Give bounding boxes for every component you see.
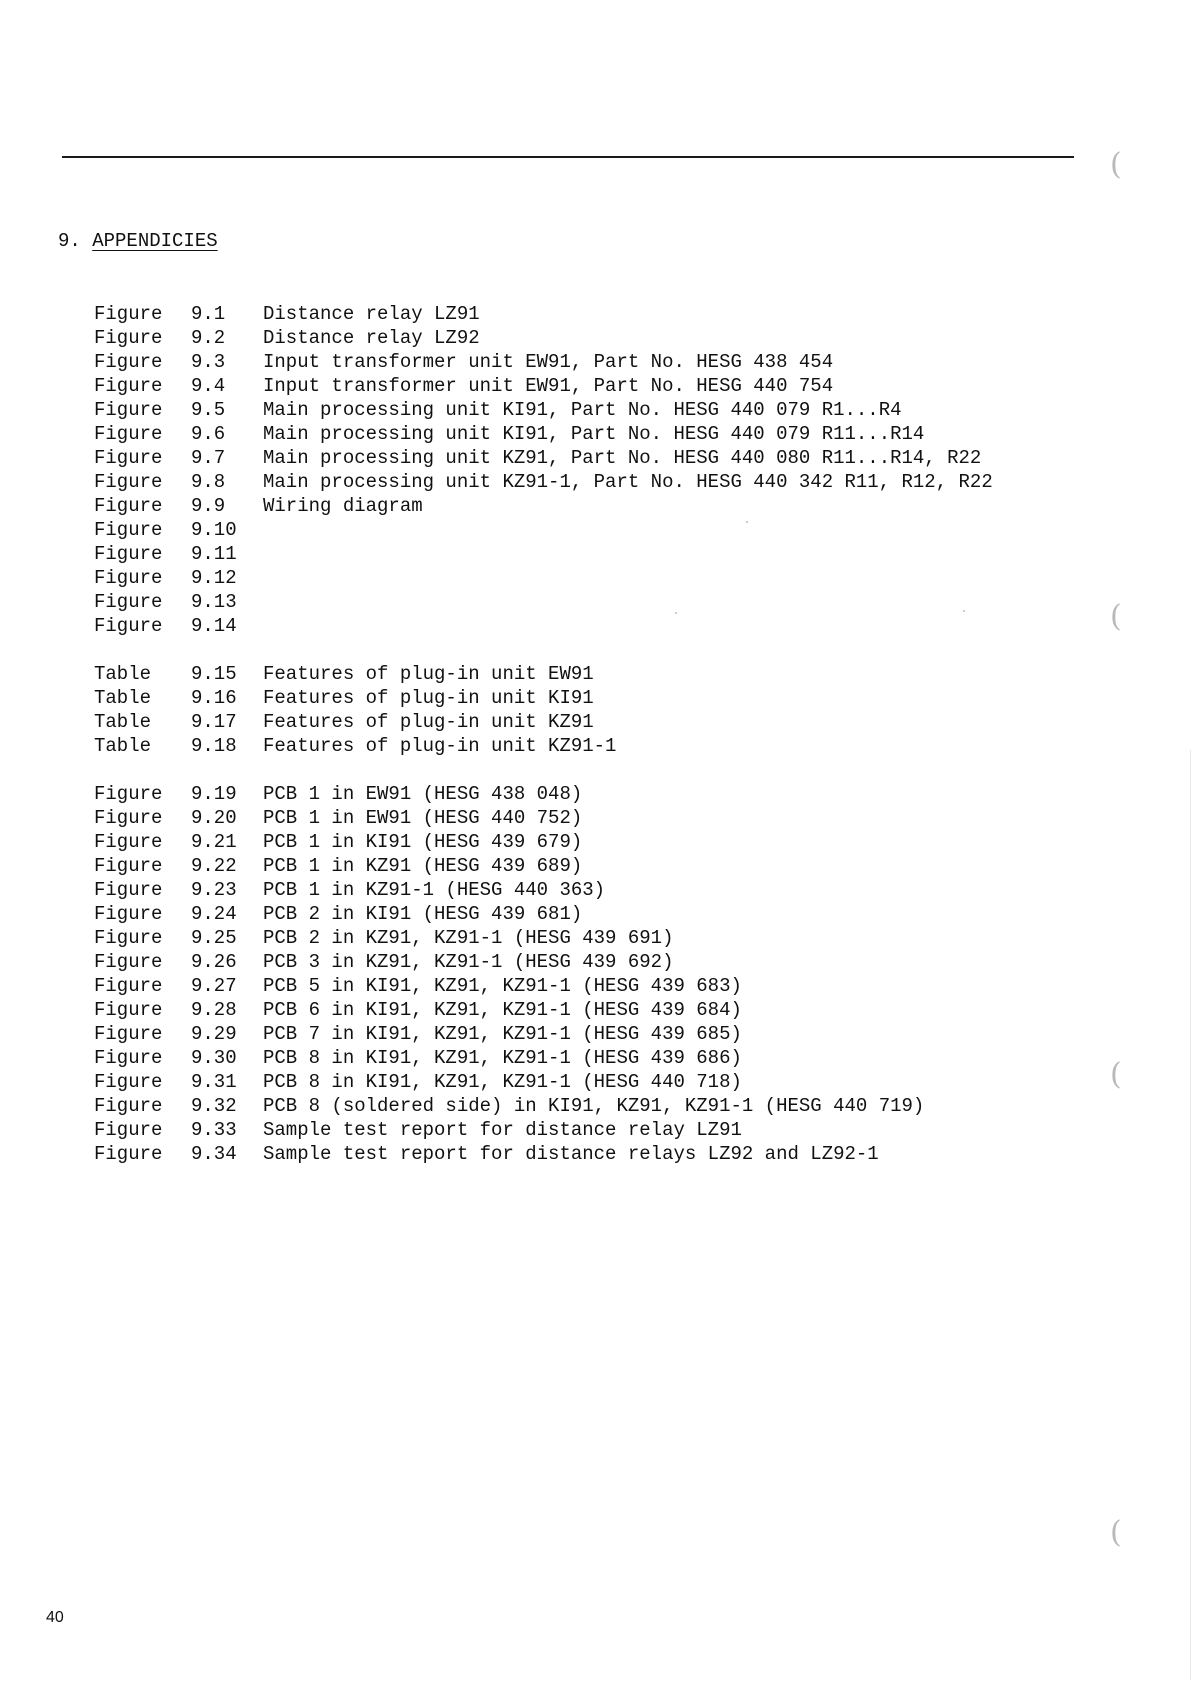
entry-kind: Figure: [94, 351, 163, 373]
appendix-entry: [94, 734, 993, 758]
appendix-entry: [94, 374, 993, 398]
appendix-list: [94, 302, 993, 1190]
entry-description: Distance relay LZ92: [263, 327, 480, 349]
entry-number: 9.29: [191, 1023, 237, 1045]
entry-number: 9.17: [191, 711, 237, 733]
entry-number: 9.15: [191, 663, 237, 685]
appendix-entry: [94, 926, 993, 950]
entry-number: 9.23: [191, 879, 237, 901]
entry-number: 9.14: [191, 615, 237, 637]
entry-number: 9.10: [191, 519, 237, 541]
entry-kind: Table: [94, 687, 152, 709]
entry-description: Sample test report for distance relays LZ92 and LZ92-1: [263, 1143, 879, 1165]
entry-description: PCB 1 in EW91 (HESG 440 752): [263, 807, 583, 829]
appendix-entry: [94, 614, 993, 638]
scan-edge-line: [1190, 750, 1191, 1680]
entry-description: PCB 8 in KI91, KZ91, KZ91-1 (HESG 439 686): [263, 1047, 742, 1069]
entry-number: 9.16: [191, 687, 237, 709]
appendix-entry: [94, 878, 993, 902]
entry-number: 9.2: [191, 327, 226, 349]
entry-description: Features of plug-in unit KI91: [263, 687, 594, 709]
entry-description: PCB 7 in KI91, KZ91, KZ91-1 (HESG 439 685): [263, 1023, 742, 1045]
appendix-entry: [94, 998, 993, 1022]
entry-number: 9.7: [191, 447, 226, 469]
entry-number: 9.1: [191, 303, 226, 325]
entry-description: Wiring diagram: [263, 495, 423, 517]
appendix-entry: [94, 1022, 993, 1046]
entry-kind: Figure: [94, 519, 163, 541]
appendix-entry: [94, 1046, 993, 1070]
appendix-entry: [94, 974, 993, 998]
entry-kind: Figure: [94, 1143, 163, 1165]
entry-number: 9.31: [191, 1071, 237, 1093]
page-number: 40: [46, 1609, 64, 1626]
entry-kind: Figure: [94, 399, 163, 421]
entry-kind: Table: [94, 711, 152, 733]
entry-kind: Figure: [94, 1095, 163, 1117]
entry-kind: Figure: [94, 327, 163, 349]
entry-description: Main processing unit KI91, Part No. HESG 440 079 R1...R4: [263, 399, 902, 421]
entry-description: Main processing unit KI91, Part No. HESG 440 079 R11...R14: [263, 423, 925, 445]
entry-number: 9.5: [191, 399, 226, 421]
entry-kind: Figure: [94, 783, 163, 805]
appendix-entry: [94, 662, 993, 686]
entry-kind: Figure: [94, 495, 163, 517]
binding-hole-mark: (: [1110, 1515, 1122, 1550]
entry-kind: Figure: [94, 1047, 163, 1069]
appendix-entry: [94, 902, 993, 926]
entry-description: PCB 1 in EW91 (HESG 438 048): [263, 783, 583, 805]
appendix-entry: [94, 326, 993, 350]
entry-description: PCB 1 in KI91 (HESG 439 679): [263, 831, 583, 853]
entry-kind: Figure: [94, 879, 163, 901]
binding-hole-mark: (: [1110, 1057, 1122, 1092]
entry-description: Distance relay LZ91: [263, 303, 480, 325]
entry-kind: Figure: [94, 1119, 163, 1141]
entry-kind: Table: [94, 735, 152, 757]
entry-kind: Figure: [94, 423, 163, 445]
appendix-entry: [94, 542, 993, 566]
entry-number: 9.25: [191, 927, 237, 949]
entry-description: PCB 1 in KZ91-1 (HESG 440 363): [263, 879, 606, 901]
appendix-entry: [94, 422, 993, 446]
entry-kind: Figure: [94, 1023, 163, 1045]
section-heading: [58, 230, 218, 252]
entry-description: PCB 2 in KI91 (HESG 439 681): [263, 903, 583, 925]
entry-number: 9.28: [191, 999, 237, 1021]
appendix-entry: [94, 566, 993, 590]
entry-number: 9.19: [191, 783, 237, 805]
header-rule: [62, 156, 1074, 158]
entry-kind: Figure: [94, 951, 163, 973]
appendix-entry: [94, 590, 993, 614]
entry-number: 9.30: [191, 1047, 237, 1069]
appendix-entry: [94, 854, 993, 878]
entry-number: 9.9: [191, 495, 226, 517]
entry-description: PCB 6 in KI91, KZ91, KZ91-1 (HESG 439 684): [263, 999, 742, 1021]
entry-kind: Figure: [94, 375, 163, 397]
entry-number: 9.32: [191, 1095, 237, 1117]
entry-kind: Figure: [94, 831, 163, 853]
entry-number: 9.21: [191, 831, 237, 853]
entry-number: 9.22: [191, 855, 237, 877]
entry-number: 9.27: [191, 975, 237, 997]
appendix-entry: [94, 950, 993, 974]
appendix-entry: [94, 398, 993, 422]
entry-description: PCB 8 in KI91, KZ91, KZ91-1 (HESG 440 718): [263, 1071, 742, 1093]
entry-kind: Figure: [94, 447, 163, 469]
appendix-entry: [94, 494, 993, 518]
entry-description: PCB 8 (soldered side) in KI91, KZ91, KZ91-1 (HESG 440 719): [263, 1095, 925, 1117]
appendix-entry: [94, 1142, 993, 1166]
entry-kind: Figure: [94, 591, 163, 613]
section-title: APPENDICIES: [92, 230, 218, 252]
entry-kind: Figure: [94, 615, 163, 637]
entry-kind: Table: [94, 663, 152, 685]
entry-number: 9.11: [191, 543, 237, 565]
entry-kind: Figure: [94, 855, 163, 877]
entry-kind: Figure: [94, 903, 163, 925]
appendix-entry: [94, 470, 993, 494]
appendix-entry: [94, 1118, 993, 1142]
appendix-entry: [94, 1094, 993, 1118]
entry-description: PCB 5 in KI91, KZ91, KZ91-1 (HESG 439 683): [263, 975, 742, 997]
entry-kind: Figure: [94, 975, 163, 997]
entry-description: Features of plug-in unit EW91: [263, 663, 594, 685]
appendix-entry: [94, 446, 993, 470]
entry-kind: Figure: [94, 471, 163, 493]
binding-hole-mark: (: [1110, 147, 1122, 182]
appendix-group: [94, 662, 993, 758]
entry-number: 9.33: [191, 1119, 237, 1141]
entry-kind: Figure: [94, 927, 163, 949]
entry-kind: Figure: [94, 807, 163, 829]
entry-description: Input transformer unit EW91, Part No. HESG 440 754: [263, 375, 834, 397]
entry-description: Main processing unit KZ91-1, Part No. HESG 440 342 R11, R12, R22: [263, 471, 993, 493]
entry-description: Features of plug-in unit KZ91-1: [263, 735, 617, 757]
appendix-entry: [94, 710, 993, 734]
entry-description: PCB 2 in KZ91, KZ91-1 (HESG 439 691): [263, 927, 674, 949]
entry-description: Sample test report for distance relay LZ91: [263, 1119, 742, 1141]
appendix-entry: [94, 302, 993, 326]
entry-kind: Figure: [94, 303, 163, 325]
entry-description: PCB 3 in KZ91, KZ91-1 (HESG 439 692): [263, 951, 674, 973]
entry-kind: Figure: [94, 1071, 163, 1093]
appendix-entry: [94, 518, 993, 542]
appendix-entry: [94, 806, 993, 830]
section-number: 9.: [58, 230, 81, 252]
entry-number: 9.34: [191, 1143, 237, 1165]
entry-description: Main processing unit KZ91, Part No. HESG 440 080 R11...R14, R22: [263, 447, 982, 469]
entry-number: 9.13: [191, 591, 237, 613]
appendix-entry: [94, 830, 993, 854]
appendix-entry: [94, 350, 993, 374]
entry-number: 9.8: [191, 471, 226, 493]
entry-kind: Figure: [94, 999, 163, 1021]
entry-number: 9.6: [191, 423, 226, 445]
binding-hole-mark: (: [1110, 599, 1122, 634]
appendix-entry: [94, 782, 993, 806]
entry-number: 9.26: [191, 951, 237, 973]
entry-number: 9.3: [191, 351, 226, 373]
appendix-entry: [94, 1070, 993, 1094]
appendix-entry: [94, 686, 993, 710]
appendix-group: [94, 302, 993, 638]
entry-number: 9.4: [191, 375, 226, 397]
entry-number: 9.20: [191, 807, 237, 829]
appendix-group: [94, 782, 993, 1166]
entry-description: Input transformer unit EW91, Part No. HESG 438 454: [263, 351, 834, 373]
entry-description: PCB 1 in KZ91 (HESG 439 689): [263, 855, 583, 877]
entry-kind: Figure: [94, 543, 163, 565]
entry-number: 9.12: [191, 567, 237, 589]
entry-number: 9.18: [191, 735, 237, 757]
entry-description: Features of plug-in unit KZ91: [263, 711, 594, 733]
entry-kind: Figure: [94, 567, 163, 589]
entry-number: 9.24: [191, 903, 237, 925]
